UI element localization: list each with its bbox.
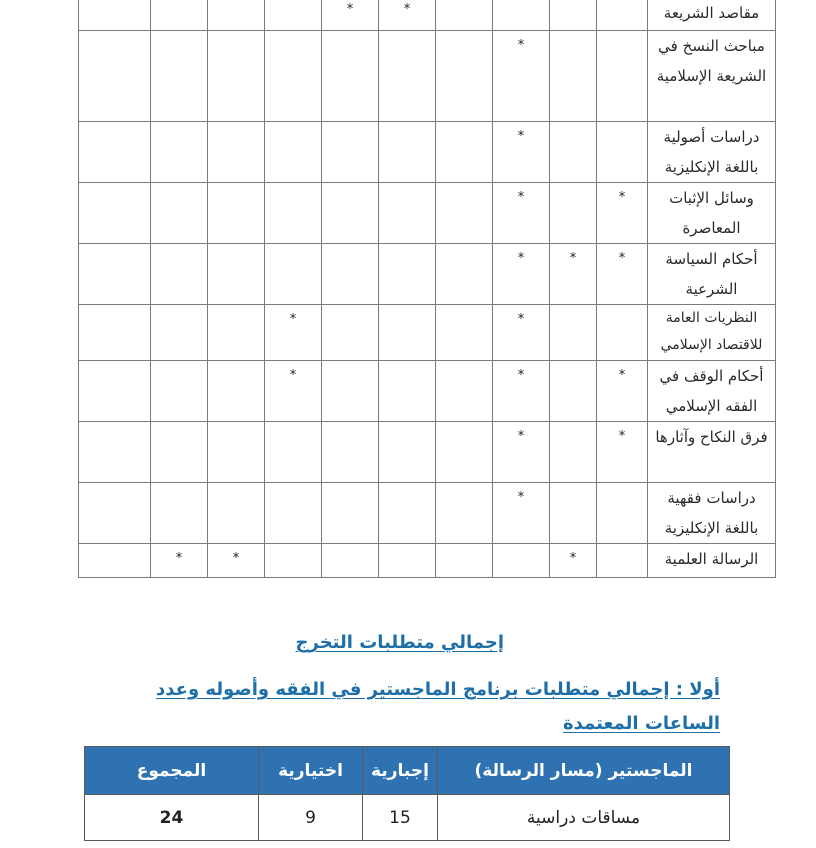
table-cell bbox=[550, 305, 597, 361]
table-cell bbox=[493, 544, 550, 578]
table-cell bbox=[208, 0, 265, 31]
table-cell bbox=[151, 422, 208, 483]
table-cell bbox=[79, 544, 151, 578]
course-name: أحكام السياسة الشرعية bbox=[648, 244, 776, 305]
table-cell bbox=[436, 544, 493, 578]
table-cell bbox=[265, 183, 322, 244]
table-cell bbox=[550, 422, 597, 483]
table-cell bbox=[322, 305, 379, 361]
table-cell bbox=[379, 544, 436, 578]
header-program: الماجستير (مسار الرسالة) bbox=[438, 747, 730, 795]
table-cell bbox=[151, 305, 208, 361]
table-cell bbox=[597, 305, 648, 361]
header-elective: اختيارية bbox=[259, 747, 363, 795]
table-row bbox=[79, 122, 776, 183]
graduation-requirements-table bbox=[84, 746, 730, 841]
table-row bbox=[79, 0, 776, 31]
table-row bbox=[85, 795, 730, 841]
table-cell bbox=[208, 183, 265, 244]
table-cell: * bbox=[379, 0, 436, 31]
table-cell bbox=[79, 122, 151, 183]
header-mandatory: إجبارية bbox=[363, 747, 438, 795]
table-cell bbox=[79, 422, 151, 483]
table-cell bbox=[79, 183, 151, 244]
cell-total: 24 bbox=[85, 795, 259, 841]
table-cell bbox=[208, 422, 265, 483]
table-cell bbox=[322, 361, 379, 422]
table-cell bbox=[265, 422, 322, 483]
table-cell bbox=[151, 31, 208, 122]
course-name: أحكام الوقف في الفقه الإسلامي bbox=[648, 361, 776, 422]
table-cell: * bbox=[550, 244, 597, 305]
table-cell bbox=[151, 0, 208, 31]
table-cell: * bbox=[493, 361, 550, 422]
course-name: النظريات العامة للاقتصاد الإسلامي bbox=[648, 305, 776, 361]
table-cell bbox=[379, 483, 436, 544]
summary-header-row bbox=[85, 747, 730, 795]
table-cell bbox=[208, 31, 265, 122]
course-name: وسائل الإثبات المعاصرة bbox=[648, 183, 776, 244]
table-row bbox=[79, 31, 776, 122]
table-cell bbox=[436, 31, 493, 122]
course-name: الرسالة العلمية bbox=[648, 544, 776, 578]
table-cell bbox=[550, 361, 597, 422]
table-cell bbox=[79, 305, 151, 361]
table-cell bbox=[322, 422, 379, 483]
table-cell bbox=[550, 122, 597, 183]
table-row bbox=[79, 422, 776, 483]
table-cell: * bbox=[597, 361, 648, 422]
header-total: المجموع bbox=[85, 747, 259, 795]
table-row bbox=[79, 483, 776, 544]
table-cell bbox=[550, 183, 597, 244]
table-cell bbox=[379, 244, 436, 305]
table-cell bbox=[265, 31, 322, 122]
cell-elective: 9 bbox=[259, 795, 363, 841]
table-cell bbox=[436, 422, 493, 483]
table-cell bbox=[265, 244, 322, 305]
table-cell bbox=[79, 31, 151, 122]
cell-program: مساقات دراسية bbox=[438, 795, 730, 841]
table-cell bbox=[151, 361, 208, 422]
table-cell: * bbox=[597, 422, 648, 483]
table-cell bbox=[436, 0, 493, 31]
table-cell: * bbox=[550, 544, 597, 578]
table-cell bbox=[436, 183, 493, 244]
table-cell bbox=[436, 244, 493, 305]
table-cell bbox=[208, 244, 265, 305]
table-cell bbox=[436, 305, 493, 361]
table-cell bbox=[151, 183, 208, 244]
course-name: مقاصد الشريعة bbox=[648, 0, 776, 31]
table-cell bbox=[379, 122, 436, 183]
table-cell bbox=[322, 183, 379, 244]
table-cell: * bbox=[597, 183, 648, 244]
table-cell bbox=[550, 483, 597, 544]
table-cell bbox=[379, 305, 436, 361]
table-cell bbox=[379, 31, 436, 122]
table-cell bbox=[322, 544, 379, 578]
table-cell: * bbox=[597, 244, 648, 305]
table-cell bbox=[322, 122, 379, 183]
table-cell bbox=[79, 244, 151, 305]
table-cell: * bbox=[265, 305, 322, 361]
table-cell bbox=[379, 183, 436, 244]
table-cell bbox=[597, 31, 648, 122]
table-cell bbox=[597, 544, 648, 578]
table-cell bbox=[550, 0, 597, 31]
table-cell: * bbox=[493, 422, 550, 483]
table-cell: * bbox=[322, 0, 379, 31]
table-cell bbox=[151, 122, 208, 183]
table-cell bbox=[436, 122, 493, 183]
table-cell bbox=[597, 122, 648, 183]
table-cell bbox=[208, 361, 265, 422]
table-row bbox=[79, 544, 776, 578]
table-cell: * bbox=[151, 544, 208, 578]
course-name: مباحث النسخ في الشريعة الإسلامية bbox=[648, 31, 776, 122]
table-row bbox=[79, 361, 776, 422]
cell-mandatory: 15 bbox=[363, 795, 438, 841]
table-cell bbox=[322, 31, 379, 122]
course-name: فرق النكاح وآثارها bbox=[648, 422, 776, 483]
table-cell bbox=[322, 483, 379, 544]
table-row bbox=[79, 244, 776, 305]
table-cell bbox=[379, 422, 436, 483]
table-cell bbox=[79, 0, 151, 31]
section-title: إجمالي متطلبات التخرج bbox=[295, 632, 504, 653]
table-cell bbox=[208, 483, 265, 544]
table-cell bbox=[550, 31, 597, 122]
table-cell bbox=[597, 0, 648, 31]
table-cell: * bbox=[208, 544, 265, 578]
table-cell: * bbox=[493, 244, 550, 305]
table-cell bbox=[265, 0, 322, 31]
table-cell bbox=[208, 305, 265, 361]
table-cell: * bbox=[265, 361, 322, 422]
table-cell bbox=[151, 483, 208, 544]
table-row bbox=[79, 305, 776, 361]
course-name: دراسات فقهية باللغة الإنكليزية bbox=[648, 483, 776, 544]
table-cell bbox=[322, 244, 379, 305]
course-name: دراسات أصولية باللغة الإنكليزية bbox=[648, 122, 776, 183]
table-cell: * bbox=[493, 31, 550, 122]
table-cell bbox=[265, 122, 322, 183]
table-cell bbox=[265, 544, 322, 578]
subsection-title: أولا : إجمالي متطلبات برنامج الماجستير في الفقه وأصوله وعدد الساعات المعتمدة bbox=[156, 679, 720, 734]
table-cell bbox=[597, 483, 648, 544]
table-cell bbox=[436, 361, 493, 422]
table-cell bbox=[79, 361, 151, 422]
course-outcomes-table bbox=[78, 0, 776, 578]
table-cell bbox=[436, 483, 493, 544]
table-cell: * bbox=[493, 305, 550, 361]
table-cell bbox=[493, 0, 550, 31]
table-cell: * bbox=[493, 122, 550, 183]
table-cell bbox=[379, 361, 436, 422]
table-cell bbox=[79, 483, 151, 544]
table-cell: * bbox=[493, 183, 550, 244]
table-cell: * bbox=[493, 483, 550, 544]
table-cell bbox=[265, 483, 322, 544]
table-cell bbox=[208, 122, 265, 183]
table-cell bbox=[151, 244, 208, 305]
table-row bbox=[79, 183, 776, 244]
